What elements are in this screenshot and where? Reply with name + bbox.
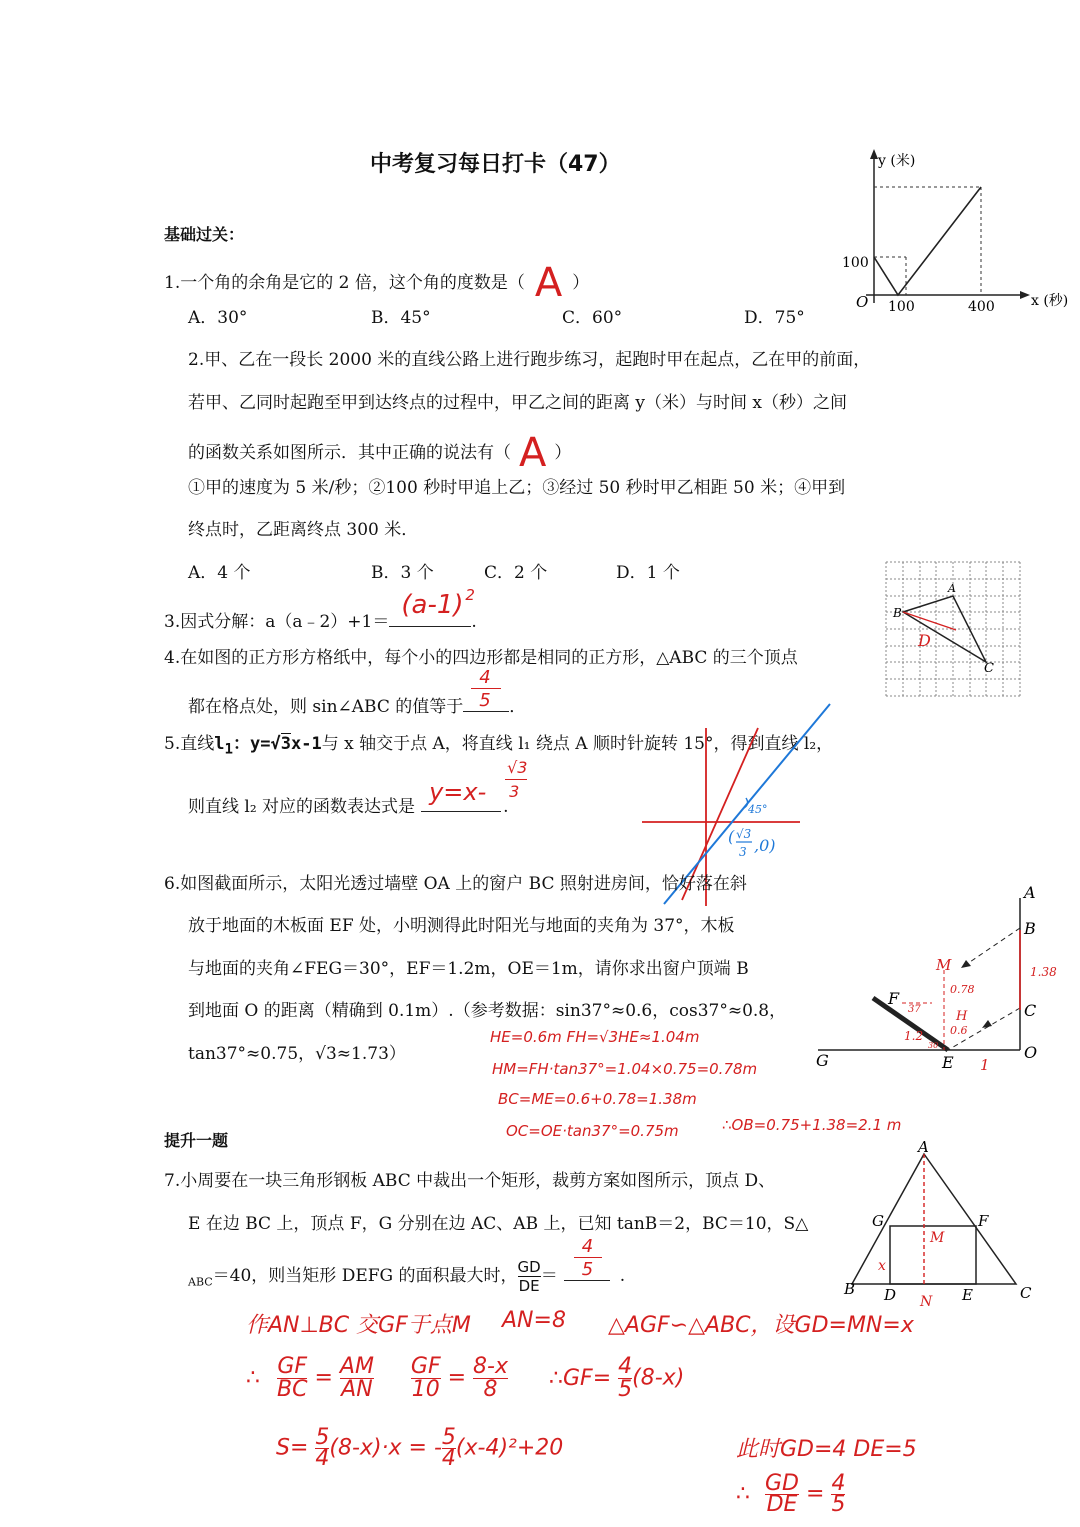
x-axis-label: x (秒) (1031, 293, 1069, 309)
w2-f2-num: AM (339, 1354, 374, 1379)
q5-line2 (188, 758, 528, 818)
label-a: A (948, 582, 956, 595)
q7-work-4 (736, 1471, 846, 1517)
w3-mid: (8-x)·x = - (329, 1435, 442, 1461)
y-tick-100: 100 (842, 255, 869, 271)
w2-f4-num: 8-x (473, 1354, 509, 1379)
w3-f1-den: 4 (315, 1446, 330, 1471)
w2-f1-den: BC (277, 1377, 308, 1402)
q7-answer-bar (574, 1257, 602, 1258)
mark-138: 1.38 (1030, 965, 1057, 979)
w2-f2-den: AN (341, 1377, 373, 1402)
q1-stem (164, 260, 590, 306)
q2-line3-text: 的函数关系如图所示．其中正确的说法有（ (188, 443, 511, 463)
w3-f2-den: 4 (441, 1446, 456, 1471)
q5-formula-l: l (214, 734, 225, 754)
w3-end: (x-4)²+20 (455, 1435, 564, 1461)
q4-answer-den: 5 (479, 690, 491, 711)
q3-end: . (471, 612, 477, 632)
q3-blank (389, 586, 475, 627)
q7-line1: 7.小周要在一块三角形钢板 ABC 中裁出一个矩形，裁剪方案如图所示，顶点 D、 (164, 1171, 776, 1191)
x-tick-400: 400 (968, 299, 995, 315)
q5-answer-num: √3 (507, 758, 528, 777)
q7-sub: ABC (188, 1275, 213, 1289)
w2-f5-num: 4 (618, 1354, 633, 1379)
ray-from-b (961, 928, 1020, 968)
label-x: x (878, 1258, 886, 1274)
sketch-point-den: 3 (739, 845, 747, 859)
q5-end: . (503, 797, 509, 817)
sketch-point-num: √3 (736, 827, 752, 841)
q7-answer-den: 5 (581, 1259, 594, 1280)
w4-f1 (765, 1471, 799, 1517)
w4-f2-num: 4 (831, 1471, 846, 1496)
w3-f2-num: 5 (441, 1425, 456, 1450)
y-axis-arrow (870, 149, 878, 159)
q1-close: ） (572, 273, 590, 293)
sketch-point-open: ( (728, 827, 735, 846)
q7-work-2: ∴ $\frac{GF}{BC}$ = $\frac{AM}{AN}$ $\frac{GF}{10}$ = $\frac{8-x}{8}$ ∴GF= $\frac{4}{5}$ (8-x) (246, 1354, 685, 1402)
w2-f1 (277, 1356, 307, 1401)
w2-prefix: ∴ (246, 1365, 260, 1391)
q6-line1: 6.如图截面所示，太阳光透过墙壁 OA 上的窗户 BC 照射进房间，恰好落在斜 (164, 874, 747, 894)
mark-06: 0.6 (950, 1024, 968, 1037)
mark-12: 1.2 (904, 1029, 924, 1043)
q2-option-a: A．4 个 (188, 563, 251, 583)
q3-answer-exp: 2 (465, 586, 475, 604)
w2-f1-num: GF (277, 1354, 308, 1379)
q7-end: . (619, 1266, 626, 1286)
q1-option-b: B．45° (371, 308, 431, 328)
q1-answer: A (534, 260, 563, 306)
q7-blank (564, 1236, 610, 1281)
q5-blank (421, 758, 528, 812)
w2-f4 (473, 1356, 508, 1401)
q1-text: 1.一个角的余角是它的 2 倍，这个角的度数是（ (164, 273, 525, 293)
q2-answer: A (519, 430, 547, 476)
label-a: A (1024, 883, 1036, 902)
q3-answer: (a-1) (401, 590, 464, 620)
q5-answer: y=x- (429, 778, 487, 806)
w2-result: ∴GF= (549, 1365, 612, 1391)
q5-post: 与 x 轴交于点 A，将直线 l₁ 绕点 A 顺时针旋转 15°，得到直线 l₂， (321, 734, 834, 754)
q6-line5: tan37°≈0.75，√3≈1.73） (188, 1044, 406, 1064)
x-tick-100: 100 (888, 299, 915, 315)
q6-line3: 与地面的夹角∠FEG＝30°，EF＝1.2m，OE＝1m，请你求出窗户顶端 B (188, 959, 749, 979)
label-g: G (816, 1051, 829, 1070)
q7-frac-den: DE (518, 1277, 540, 1295)
mark-37: 37 (908, 1004, 921, 1015)
q2-line3 (188, 430, 572, 476)
w2-f2 (340, 1356, 374, 1401)
label-g: G (872, 1212, 884, 1230)
q2-option-d: D．1 个 (616, 563, 680, 583)
w2-result-end: (8-x) (632, 1365, 685, 1391)
q7-work-3 (276, 1425, 564, 1471)
q5-formula-rad: 3 (280, 734, 291, 754)
q4-end: ． (509, 697, 527, 717)
q4-blank (463, 667, 509, 712)
q6-work-2: HM=FH·tan37°=1.04×0.75=0.78m (492, 1060, 758, 1078)
q6-line4: 到地面 O 的距离（精确到 0.1m）.（参考数据：sin37°≈0.6，cos37°≈0.8， (188, 1001, 787, 1021)
label-b: B (1024, 919, 1036, 938)
w2-f3-den: 10 (411, 1377, 440, 1402)
q5-formula: $l_1$：y=√3x-1 (214, 734, 322, 758)
q5-formula-end: x-1 (291, 734, 322, 754)
mark-078: 0.78 (950, 983, 975, 996)
label-m: M (930, 1230, 945, 1246)
q2-close: ） (554, 443, 572, 463)
mark-30: 30 (928, 1041, 939, 1050)
q7-work-1a: 作AN⊥BC 交GF于点M (246, 1313, 471, 1338)
q2-line5: 终点时，乙距离终点 300 米． (188, 520, 419, 540)
mark-m: M (936, 956, 952, 974)
label-n: N (920, 1294, 933, 1310)
w4-prefix: ∴ (736, 1481, 750, 1507)
w2-f5-den: 5 (618, 1377, 633, 1402)
label-a: A (918, 1140, 929, 1156)
x-axis-arrow (1020, 291, 1030, 299)
origin-label: O (856, 293, 869, 311)
q5-answer-bar (505, 779, 527, 780)
distance-line (874, 187, 981, 295)
q4-answer-num: 4 (479, 667, 491, 688)
mark-1: 1 (980, 1056, 990, 1074)
q7-frac-num: GD (517, 1258, 541, 1276)
q2-option-c: C．2 个 (484, 563, 548, 583)
w3-s: S= (276, 1435, 309, 1461)
w2-f3 (411, 1356, 441, 1401)
w4-f1-num: GD (765, 1471, 799, 1496)
q2-line2: 若甲、乙同时起跑至甲到达终点的过程中，甲乙之间的距离 y（米）与时间 x（秒）之间 (188, 393, 847, 413)
label-c: C (984, 661, 994, 676)
q6-work-4: OC=OE·tan37°=0.75m (506, 1122, 679, 1140)
q2-graph (836, 145, 1076, 320)
sketch-point-end: ,0) (754, 836, 776, 855)
ray-c-arrow (982, 1020, 992, 1028)
q7-line3-text: ＝40，则当矩形 DEFG 的面积最大时， (212, 1266, 518, 1286)
q7-answer-num: 4 (581, 1236, 594, 1257)
q7-work-3-note: 此时GD=4 DE=5 (736, 1437, 917, 1462)
q7-line2: E 在边 BC 上，顶点 F，G 分别在边 AC、AB 上，已知 tanB＝2，BC＝10，S△ (188, 1214, 809, 1234)
w3-f1-num: 5 (315, 1425, 330, 1450)
w3-f1 (315, 1425, 330, 1471)
q7-work-1c: △AGF∽△ABC，设GD=MN=x (608, 1313, 914, 1338)
w4-eq: = (806, 1481, 825, 1507)
section-heading-basic: 基础过关： (164, 225, 245, 244)
section-heading-advanced: 提升一题 (164, 1131, 229, 1150)
w4-f2 (831, 1471, 846, 1517)
w2-f5 (618, 1356, 632, 1401)
q6-conclusion: ∴OB=0.75+1.38=2.1 m (722, 1116, 902, 1134)
w4-f1-den: DE (766, 1492, 798, 1517)
label-e: E (962, 1286, 973, 1304)
mark-h: H (956, 1009, 968, 1024)
label-c: C (1024, 1001, 1037, 1020)
q5-pre: 5.直线 (164, 734, 215, 754)
q4-answer-bar (471, 688, 501, 689)
label-o: O (1024, 1043, 1038, 1062)
q7-line3 (188, 1236, 626, 1295)
q6-work-3: BC=ME=0.6+0.78=1.38m (498, 1090, 697, 1108)
label-e: E (942, 1053, 954, 1072)
sketch-angle-label: 45° (748, 803, 768, 816)
q1-option-c: C．60° (562, 308, 623, 328)
q4-line2-text: 都在格点处，则 sin∠ABC 的值等于 (188, 697, 464, 717)
page-title: 中考复习每日打卡（47） (370, 152, 621, 177)
label-d: D (884, 1286, 897, 1304)
q7-frac (518, 1258, 541, 1295)
ray-b-arrow (961, 960, 971, 968)
q5-formula-mid: ：y= (233, 734, 271, 754)
q1-option-a: A．30° (188, 308, 248, 328)
q4-grid-figure (884, 560, 1024, 700)
q5-formula-sub: 1 (224, 741, 234, 758)
q7-eq: ＝ (540, 1266, 558, 1286)
label-b: B (844, 1280, 856, 1298)
label-f: F (978, 1212, 989, 1230)
q4-line1: 4.在如图的正方形方格纸中，每个小的四边形都是相同的正方形，△ABC 的三个顶点 (164, 648, 798, 668)
q6-work-1: HE=0.6m FH=√3HE≈1.04m (490, 1028, 700, 1046)
q3-stem (164, 586, 477, 633)
label-d-red: D (918, 631, 931, 650)
w2-f3-num: GF (410, 1354, 441, 1379)
label-b: B (893, 606, 902, 620)
q3-text: 3.因式分解：a（a﹣2）+1＝ (164, 612, 390, 632)
q6-figure (808, 878, 1058, 1078)
q4-line2 (188, 667, 527, 718)
y-axis-label: y (米) (878, 153, 916, 169)
q2-line4: ①甲的速度为 5 米/秒；②100 秒时甲追上乙；③经过 50 秒时甲乙相距 50 米；④甲到 (188, 478, 846, 498)
label-c: C (1020, 1284, 1032, 1302)
q7-figure (838, 1140, 1038, 1315)
q6-line2: 放于地面的木板面 EF 处，小明测得此时阳光与地面的夹角为 37°，木板 (188, 916, 735, 936)
q2-line1: 2.甲、乙在一段长 2000 米的直线公路上进行跑步练习，起跑时甲在起点，乙在甲的前面， (188, 350, 871, 370)
q5-answer-den: 3 (509, 782, 520, 801)
q1-option-d: D．75° (744, 308, 805, 328)
q2-option-b: B．3 个 (371, 563, 434, 583)
label-f: F (888, 989, 900, 1008)
q7-work-1b: AN=8 (502, 1308, 566, 1333)
q5-line2-text: 则直线 l₂ 对应的函数表达式是 (188, 797, 416, 817)
w4-f2-den: 5 (831, 1492, 846, 1517)
w2-f4-den: 8 (483, 1377, 498, 1402)
w3-f2 (441, 1425, 456, 1471)
